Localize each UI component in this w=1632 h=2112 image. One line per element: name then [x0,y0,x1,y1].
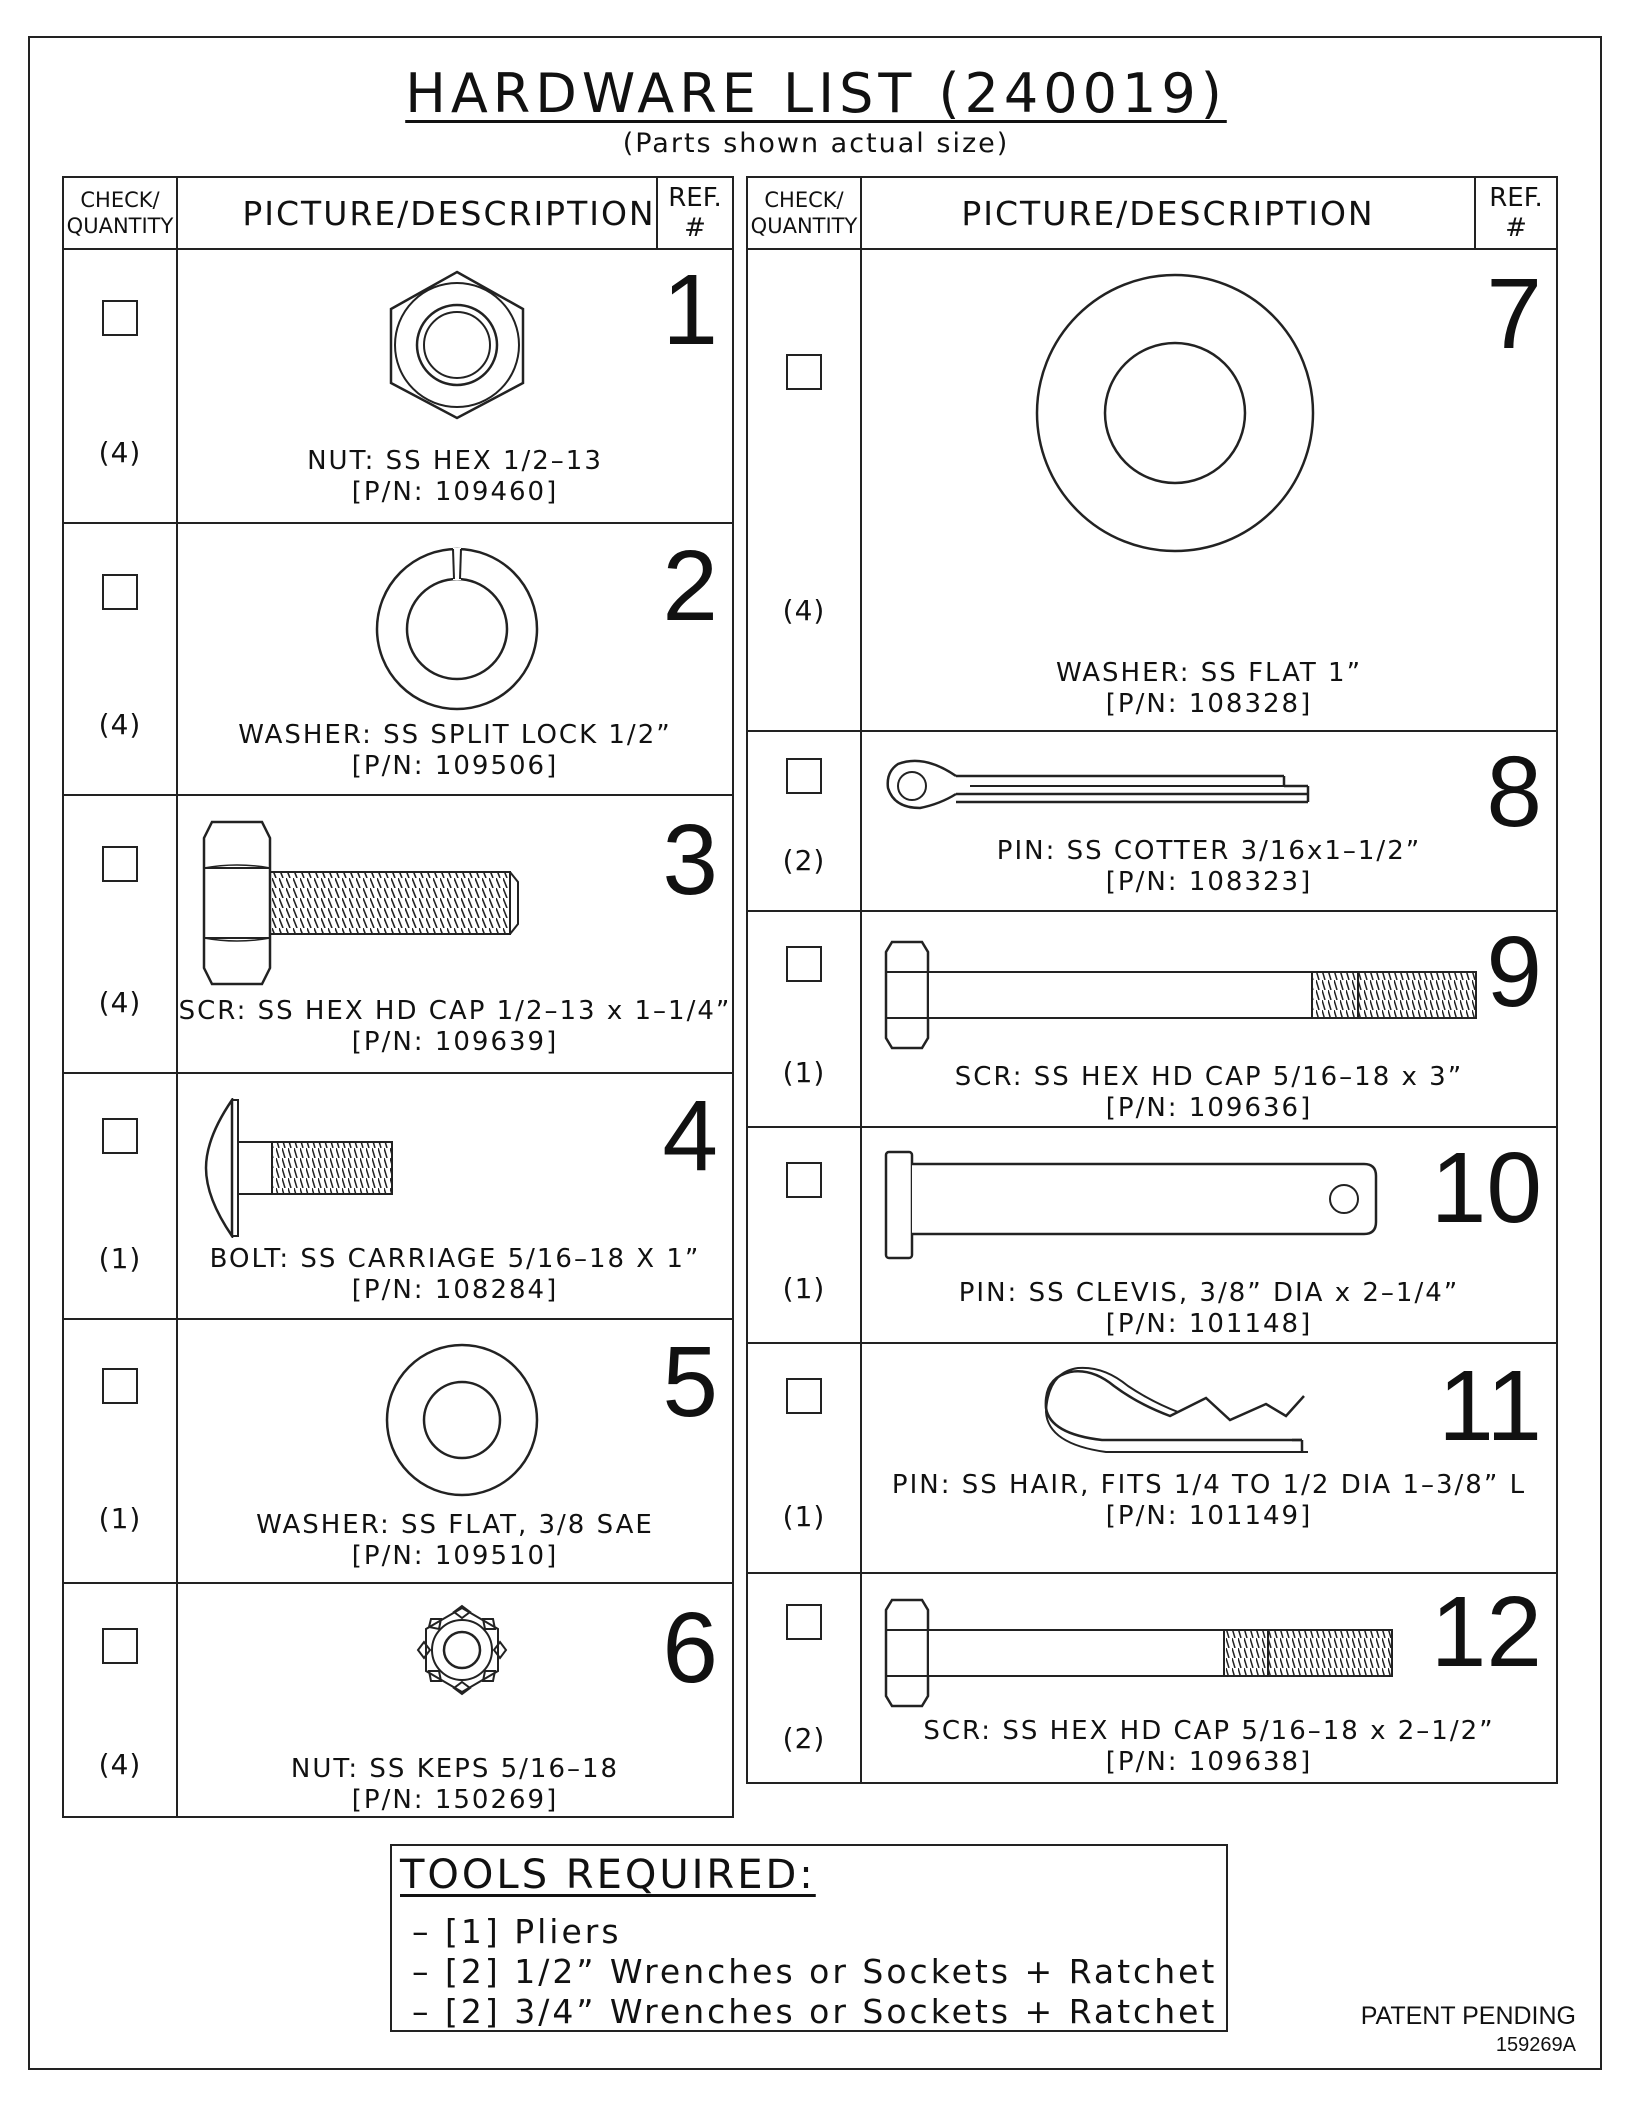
cotter-pin-icon [884,750,1314,820]
part-name: PIN: SS COTTER 3/16x1–1/2” [996,836,1422,866]
header-ref-hash: # [684,213,706,243]
check-box[interactable] [102,300,138,336]
part-description [862,658,1556,720]
check-box[interactable] [786,1378,822,1414]
table-header [748,178,1556,250]
hex-cap-screw-icon [202,818,522,988]
tool-item: – [2] 1/2” Wrenches or Sockets + Ratchet [412,1952,1218,1991]
check-cell [64,524,176,794]
part-number: [P/N: 101148] [1105,1309,1313,1339]
part-description [178,1754,732,1816]
clevis-pin-icon [884,1150,1384,1260]
check-cell [748,1344,860,1572]
part-number: [P/N: 150269] [351,1785,559,1815]
table-row [748,912,1556,1128]
description-cell [176,1074,732,1318]
page-subtitle: (Parts shown actual size) [622,128,1010,159]
page-title: HARDWARE LIST (240019) [405,62,1227,125]
ref-number: 12 [1430,1576,1542,1688]
lock-washer-icon [374,546,540,712]
check-quantity-header [64,178,176,248]
quantity: (1) [782,1056,826,1089]
quantity: (4) [98,1748,142,1781]
part-name: PIN: SS CLEVIS, 3/8” DIA x 2–1/4” [958,1278,1460,1308]
check-cell [64,1584,176,1818]
description-cell [176,1584,732,1818]
ref-header [1476,178,1556,248]
hair-pin-icon [1042,1364,1312,1464]
description-cell [860,1128,1556,1342]
part-number: [P/N: 108284] [351,1275,559,1305]
table-row [64,1074,732,1320]
table-header [64,178,732,250]
check-box[interactable] [786,758,822,794]
part-name: SCR: SS HEX HD CAP 1/2–13 x 1–1/4” [178,996,732,1026]
part-description [178,1244,732,1306]
patent-notice: PATENT PENDING [1360,2002,1576,2030]
ref-number: 9 [1486,916,1542,1028]
part-name: WASHER: SS SPLIT LOCK 1/2” [238,720,672,750]
ref-number: 3 [662,804,718,916]
header-ref-label: REF. [1489,183,1543,213]
ref-number: 11 [1438,1350,1542,1462]
large-flat-washer-icon [1034,272,1316,554]
ref-number: 1 [662,254,718,366]
quantity: (2) [782,844,826,877]
check-cell [64,1074,176,1318]
part-name: SCR: SS HEX HD CAP 5/16–18 x 2–1/2” [923,1716,1495,1746]
part-description [862,1278,1556,1340]
left-parts-table [62,176,734,1818]
table-row [748,250,1556,732]
header-quantity-label: QUANTITY [66,214,174,238]
description-header: PICTURE/DESCRIPTION [176,178,720,248]
quantity: (4) [98,436,142,469]
tools-title: TOOLS REQUIRED: [400,1852,816,1898]
quantity: (1) [782,1272,826,1305]
carriage-bolt-icon [204,1098,404,1238]
tool-item: – [2] 3/4” Wrenches or Sockets + Ratchet [412,1992,1218,2031]
check-cell [748,732,860,910]
part-name: SCR: SS HEX HD CAP 5/16–18 x 3” [954,1062,1464,1092]
check-cell [64,1320,176,1582]
part-number: [P/N: 109460] [351,477,559,507]
part-description [862,836,1556,898]
tool-item: – [1] Pliers [412,1912,622,1951]
document-number: 159269A [1495,2034,1576,2056]
quantity: (1) [98,1502,142,1535]
ref-number: 8 [1486,736,1542,848]
quantity: (4) [782,594,826,627]
table-row [748,732,1556,912]
part-number: [P/N: 108323] [1105,867,1313,897]
part-description [178,720,732,782]
description-cell [176,796,732,1072]
table-row [748,1344,1556,1574]
part-description [862,1470,1556,1532]
table-row [64,524,732,796]
table-row [64,250,732,524]
quantity: (4) [98,708,142,741]
tools-required-box [390,1844,1228,2032]
ref-number: 5 [662,1326,718,1438]
ref-header [656,178,732,248]
quantity: (2) [782,1722,826,1755]
description-cell [176,1320,732,1582]
keps-nut-icon [414,1602,510,1698]
quantity: (1) [98,1242,142,1275]
part-description [178,446,732,508]
header-quantity-label: QUANTITY [750,214,858,238]
part-description [862,1716,1556,1778]
check-box[interactable] [786,354,822,390]
quantity: (1) [782,1500,826,1533]
part-name: NUT: SS HEX 1/2–13 [307,446,603,476]
table-row [748,1574,1556,1784]
table-row [64,796,732,1074]
ref-number: 7 [1486,258,1542,370]
check-cell [64,250,176,522]
check-box[interactable] [102,1368,138,1404]
check-box[interactable] [786,946,822,982]
check-cell [748,250,860,730]
check-cell [64,796,176,1072]
check-cell [748,1128,860,1342]
description-cell [176,250,732,522]
table-row [748,1128,1556,1344]
flat-washer-icon [384,1342,540,1498]
part-description [178,996,732,1058]
check-box[interactable] [786,1604,822,1640]
ref-number: 6 [662,1592,718,1704]
table-row [64,1584,732,1818]
part-name: PIN: SS HAIR, FITS 1/4 TO 1/2 DIA 1–3/8” L [891,1470,1527,1500]
part-number: [P/N: 109510] [351,1541,559,1571]
description-cell [860,1574,1556,1784]
check-box[interactable] [102,846,138,882]
right-parts-table [746,176,1558,1784]
description-cell [176,524,732,794]
description-header: PICTURE/DESCRIPTION [860,178,1476,248]
part-name: WASHER: SS FLAT, 3/8 SAE [256,1510,654,1540]
check-box[interactable] [102,1118,138,1154]
check-box[interactable] [102,574,138,610]
quantity: (4) [98,986,142,1019]
table-row [64,1320,732,1584]
long-hex-cap-screw-icon [884,940,1484,1050]
part-number: [P/N: 109638] [1105,1747,1313,1777]
check-box[interactable] [102,1628,138,1664]
check-box[interactable] [786,1162,822,1198]
header-ref-hash: # [1505,213,1527,243]
description-cell [860,732,1556,910]
check-quantity-header [748,178,860,248]
description-cell [860,250,1556,730]
hex-cap-screw-icon [884,1598,1404,1708]
description-cell [860,1344,1556,1572]
header-ref-label: REF. [668,183,722,213]
part-description [862,1062,1556,1124]
ref-number: 10 [1430,1132,1542,1244]
part-description [178,1510,732,1572]
part-name: BOLT: SS CARRIAGE 5/16–18 X 1” [209,1244,701,1274]
part-number: [P/N: 109636] [1105,1093,1313,1123]
header-check-label: CHECK/ [80,188,160,212]
check-cell [748,912,860,1126]
description-cell [860,912,1556,1126]
hex-nut-icon [386,270,528,420]
check-cell [748,1574,860,1784]
ref-number: 2 [662,530,718,642]
header-check-label: CHECK/ [764,188,844,212]
ref-number: 4 [662,1080,718,1192]
part-number: [P/N: 101149] [1105,1501,1313,1531]
part-number: [P/N: 109506] [351,751,559,781]
part-number: [P/N: 108328] [1105,689,1313,719]
part-number: [P/N: 109639] [351,1027,559,1057]
part-name: NUT: SS KEPS 5/16–18 [290,1754,620,1784]
part-name: WASHER: SS FLAT 1” [1055,658,1363,688]
